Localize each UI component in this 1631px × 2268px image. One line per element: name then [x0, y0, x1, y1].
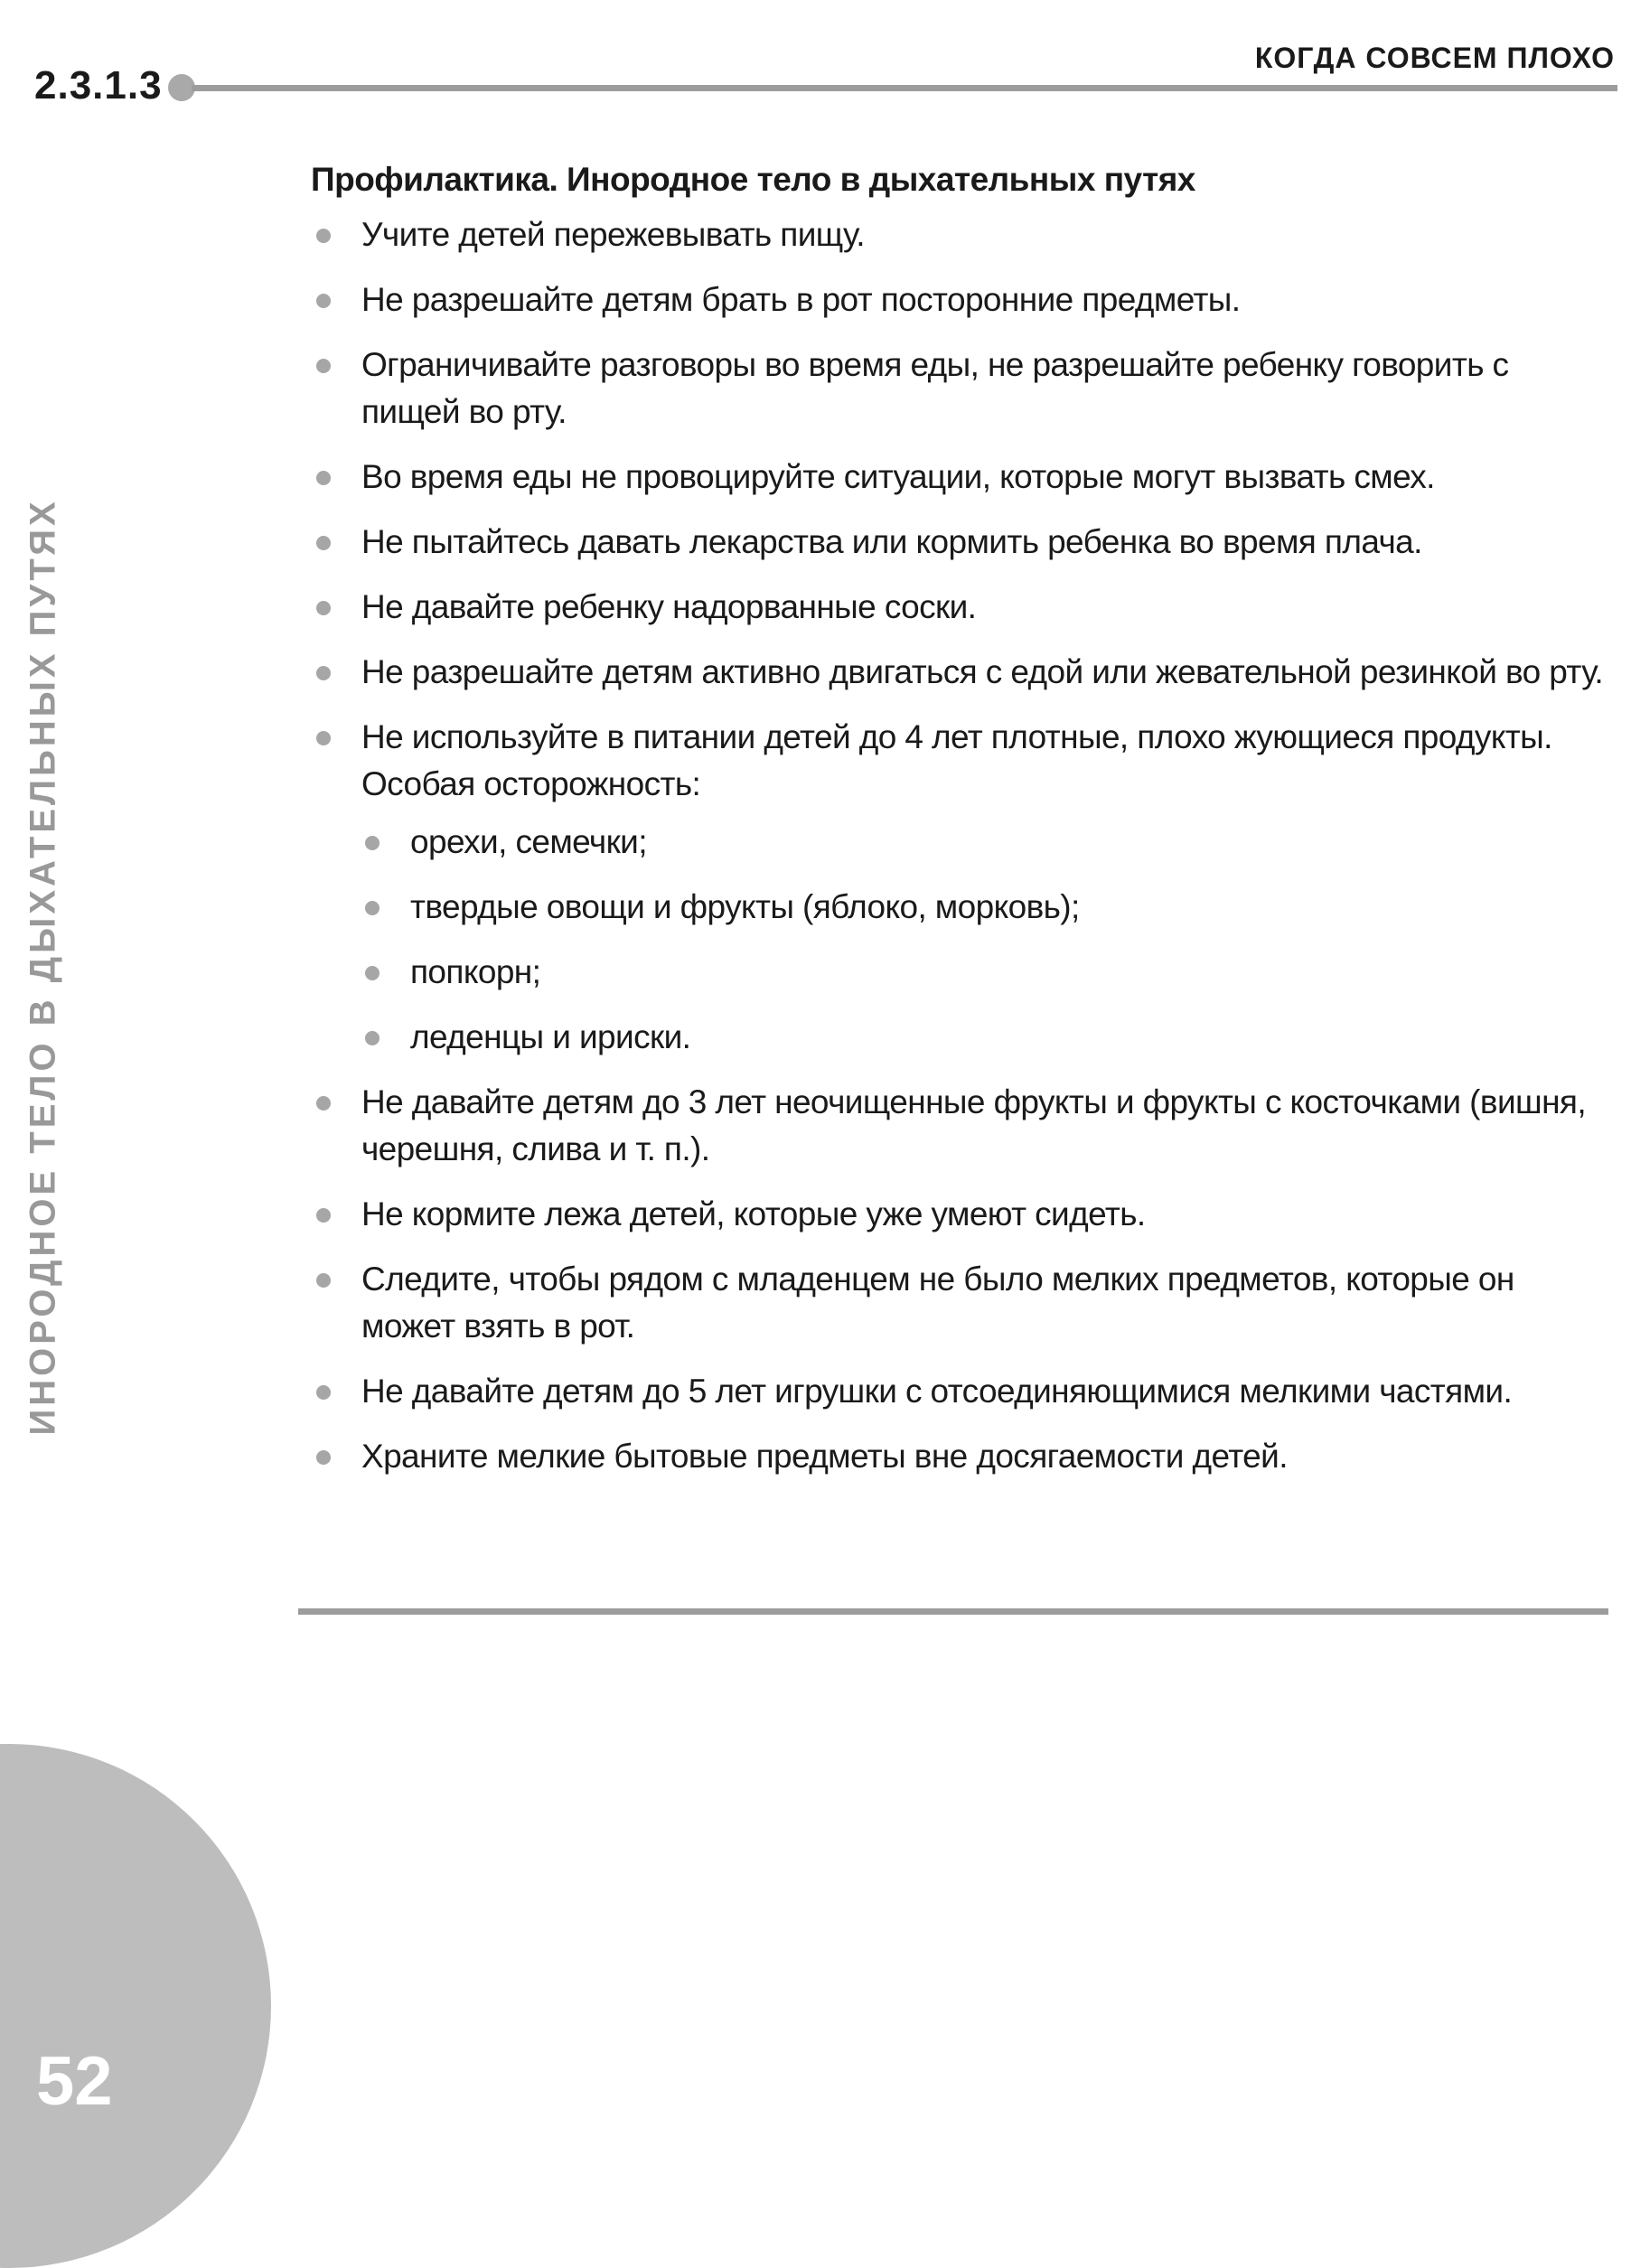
- tip-item-text: Не используйте в питании детей до 4 лет плотные, плохо жующиеся продукты. Особая осторожность:: [361, 718, 1552, 802]
- prevention-tips-list: [298, 211, 1608, 1480]
- header-rule: [192, 85, 1617, 91]
- sub-item: попкорн;: [361, 949, 1608, 996]
- tip-item: Не разрешайте детям брать в рот посторонние предметы.: [298, 276, 1608, 323]
- hazardous-foods-sublist: [361, 819, 1608, 1061]
- tip-item: Не разрешайте детям активно двигаться с едой или жевательной резинкой во рту.: [298, 649, 1608, 696]
- page-number-tab: [0, 1744, 271, 2268]
- side-chapter-title: ИНОРОДНОЕ ТЕЛО В ДЫХАТЕЛЬНЫХ ПУТЯХ: [23, 498, 63, 1436]
- tip-item: Во время еды не провоцируйте ситуации, которые могут вызвать смех.: [298, 454, 1608, 501]
- tip-item: Не давайте детям до 3 лет неочищенные фрукты и фрукты с косточками (вишня, черешня, слива и т. п.).: [298, 1079, 1608, 1173]
- sub-item: твердые овощи и фрукты (яблоко, морковь);: [361, 884, 1608, 931]
- section-number: 2.3.1.3: [34, 63, 163, 108]
- tip-item-with-sublist: [298, 714, 1608, 1061]
- sub-item: орехи, семечки;: [361, 819, 1608, 866]
- running-head: КОГДА СОВСЕМ ПЛОХО: [1254, 42, 1615, 74]
- page-number: 52: [36, 2043, 113, 2120]
- main-content: [298, 161, 1608, 1498]
- tip-item: Храните мелкие бытовые предметы вне досягаемости детей.: [298, 1433, 1608, 1480]
- tip-item: Ограничивайте разговоры во время еды, не разрешайте ребенку говорить с пищей во рту.: [298, 342, 1608, 436]
- tip-item: Не давайте детям до 5 лет игрушки с отсоединяющимися мелкими частями.: [298, 1368, 1608, 1415]
- tip-item: Не кормите лежа детей, которые уже умеют сидеть.: [298, 1191, 1608, 1238]
- section-heading: Профилактика. Инородное тело в дыхательных путях: [311, 161, 1195, 198]
- tip-item: Учите детей пережевывать пищу.: [298, 211, 1608, 258]
- tip-item: Не давайте ребенку надорванные соски.: [298, 584, 1608, 631]
- tip-item: Следите, чтобы рядом с младенцем не было мелких предметов, которые он может взять в рот.: [298, 1256, 1608, 1350]
- sub-item: леденцы и ириски.: [361, 1014, 1608, 1061]
- footer-rule: [298, 1608, 1608, 1615]
- tip-item: Не пытайтесь давать лекарства или кормить ребенка во время плача.: [298, 519, 1608, 566]
